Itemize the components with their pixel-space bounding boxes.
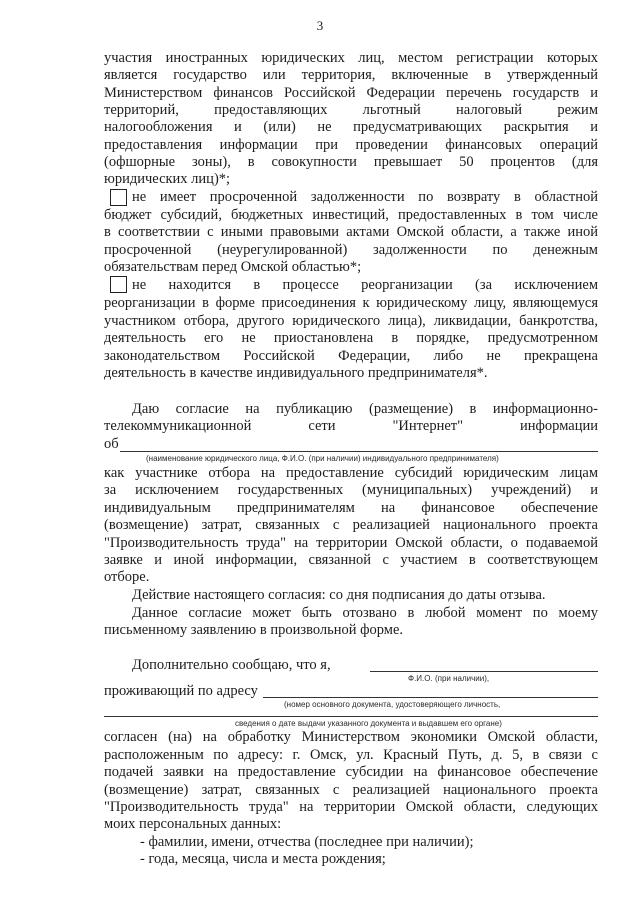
personal-line: "Производительность труда" на территории Омской области, следующих: [104, 799, 598, 815]
paragraph-line: просроченной (неурегулированной) задолженности по денежным: [104, 242, 598, 258]
paragraph-line: (офшорные зоны), в совокупности превышает 50 процентов (для: [104, 154, 598, 170]
paragraph-line: территорий, предоставляющих льготный налоговый режим: [104, 102, 598, 118]
page-number: 3: [316, 18, 324, 33]
paragraph-line: предоставления информации при проведении финансовых операций: [104, 137, 598, 153]
personal-data-list-item: - года, месяца, числа и места рождения;: [140, 851, 386, 867]
consent-line: (возмещение) затрат, связанных с реализацией национального проекта: [104, 517, 598, 533]
paragraph-line: обязательствам перед Омской областью*;: [104, 259, 362, 275]
consent-line: отборе.: [104, 569, 150, 585]
organization-name-caption: (наименование юридического лица, Ф.И.О. (при наличии) индивидуального предпринимателя): [146, 454, 499, 463]
consent-line: Даю согласие на публикацию (размещение) в информационно-: [132, 401, 598, 417]
consent-line: "Производительность труда" на территории Омской области, о подаваемой: [104, 535, 598, 551]
checkbox-no-debt-label: не имеет просроченной задолженности по возврату в областной: [132, 189, 598, 205]
paragraph-line: деятельность его не приостановлена в порядке, предусмотренном: [104, 330, 598, 346]
document-field[interactable]: [104, 716, 598, 717]
personal-data-list-item: - фамилии, имени, отчества (последнее при наличии);: [140, 834, 474, 850]
checkbox-no-reorganization[interactable]: [110, 276, 127, 293]
address-field[interactable]: [263, 697, 598, 698]
personal-intro: Дополнительно сообщаю, что я,: [132, 657, 331, 673]
consent-line: заявке и иной информации, связанной с участием в соответствующем: [104, 552, 598, 568]
personal-line: (возмещение) затрат, связанных с реализацией национального проекта: [104, 782, 598, 798]
paragraph-line: налогообложения и (или) не предусматривающих раскрытия и: [104, 119, 598, 135]
paragraph-line: участником отбора, другого юридического лица), ликвидации, банкротства,: [104, 313, 598, 329]
address-label: проживающий по адресу: [104, 683, 258, 699]
paragraph-line: деятельность в качестве индивидуального предпринимателя*.: [104, 365, 488, 381]
paragraph-line: законодательством Российской Федерации, либо не прекращена: [104, 348, 598, 364]
paragraph-line: юридических лиц)*;: [104, 171, 231, 187]
document-caption: (номер основного документа, удостоверяющего личность,: [284, 700, 501, 709]
consent-line: как участнике отбора на предоставление субсидий юридическим лицам: [104, 465, 598, 481]
paragraph-line: в соответствии с иными правовыми актами Омской области, а также иной: [104, 224, 598, 240]
paragraph-line: является государство или территория, включенные в утвержденный: [104, 67, 598, 83]
paragraph-line: бюджет субсидий, бюджетных инвестиций, предоставленных в том числе: [104, 207, 598, 223]
checkbox-no-debt[interactable]: [110, 189, 127, 206]
consent-line: телекоммуникационной сети "Интернет" информации: [104, 418, 598, 434]
checkbox-no-reorganization-label: не находится в процессе реорганизации (за исключением: [132, 277, 598, 293]
personal-line: моих персональных данных:: [104, 816, 282, 832]
fio-caption: Ф.И.О. (при наличии),: [408, 674, 490, 683]
revocation-line: Данное согласие может быть отозвано в любой момент по моему: [132, 605, 598, 621]
consent-line: индивидуальным предпринимателям на финансовое обеспечение: [104, 500, 598, 516]
organization-name-field[interactable]: [120, 451, 598, 452]
paragraph-line: участия иностранных юридических лиц, местом регистрации которых: [104, 50, 598, 66]
consent-line: за исключением государственных (муниципальных) учреждений) и: [104, 482, 598, 498]
paragraph-line: реорганизации в форме присоединения к юридическому лицу, являющемуся: [104, 295, 598, 311]
fio-field[interactable]: [370, 671, 598, 672]
document-date-caption: сведения о дате выдачи указанного документа и выдавшем его органе): [235, 719, 502, 728]
personal-line: расположенным по адресу: г. Омск, ул. Красный Путь, д. 5, в связи с: [104, 747, 598, 763]
consent-line: об: [104, 436, 119, 452]
personal-line: подачей заявки на предоставление субсидии на финансовое обеспечение: [104, 764, 598, 780]
personal-line: согласен (на) на обработку Министерством экономики Омской области,: [104, 729, 598, 745]
revocation-line: письменному заявлению в произвольной форме.: [104, 622, 404, 638]
validity-text: Действие настоящего согласия: со дня подписания до даты отзыва.: [132, 587, 546, 603]
paragraph-line: Министерством финансов Российской Федерации перечень государств и: [104, 85, 598, 101]
